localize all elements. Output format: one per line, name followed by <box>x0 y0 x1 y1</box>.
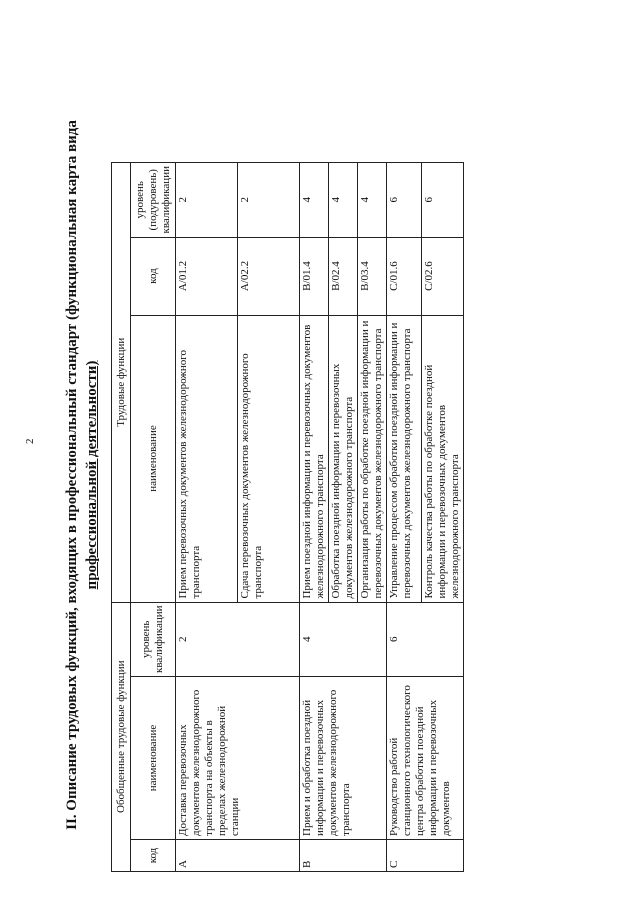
g-name-cell: Доставка перевозочных документов железнодорожного транспорта на объекты в пределах железнодорожной станции <box>176 677 300 840</box>
f-code-cell: A/02.2 <box>238 237 300 315</box>
g-code-cell: C <box>387 840 464 872</box>
f-name-cell: Организация работы по обработке поездной информации и перевозочных документов железнодорожного транспорта <box>358 315 387 602</box>
f-level-cell: 6 <box>422 163 464 237</box>
g-code-cell: B <box>300 840 387 872</box>
g-name-cell: Руководство работой станционного технологического центра обработки поездной информации и перевозочных документов <box>387 677 464 840</box>
g-code-cell: A <box>176 840 300 872</box>
f-name-cell: Обработка поездной информации и перевозочных документов железнодорожного транспорта <box>329 315 358 602</box>
table-row <box>176 163 238 872</box>
f-name-cell: Управление процессом обработки поездной информации и перевозочных документов железнодорожного транспорта <box>387 315 422 602</box>
f-level-cell: 2 <box>238 163 300 237</box>
header-f-name: наименование <box>131 315 176 602</box>
title-line-2: профессиональной деятельности) <box>84 360 100 590</box>
f-name-cell: Контроль качества работы по обработке поездной информации и перевозочных документов железнодорожного транспорта <box>422 315 464 602</box>
page-number: 2 <box>24 438 36 444</box>
header-g-name: наименование <box>131 677 176 840</box>
f-name-cell: Сдача перевозочных документов железнодорожного транспорта <box>238 315 300 602</box>
table-row <box>300 163 329 872</box>
f-code-cell: C/01.6 <box>387 237 422 315</box>
f-level-cell: 4 <box>329 163 358 237</box>
header-g-level: уровень квалификации <box>131 602 176 676</box>
functional-map-table <box>111 162 464 872</box>
section-title <box>62 55 102 895</box>
f-code-cell: B/03.4 <box>358 237 387 315</box>
f-level-cell: 4 <box>358 163 387 237</box>
f-name-cell: Прием поездной информации и перевозочных документов железнодорожного транспорта <box>300 315 329 602</box>
f-name-cell: Прием перевозочных документов железнодорожного транспорта <box>176 315 238 602</box>
header-labor-functions: Трудовые функции <box>112 163 131 602</box>
table-row <box>387 163 422 872</box>
header-f-level: уровень (подуровень) квалификации <box>131 163 176 237</box>
f-code-cell: B/01.4 <box>300 237 329 315</box>
f-code-cell: B/02.4 <box>329 237 358 315</box>
f-code-cell: A/01.2 <box>176 237 238 315</box>
header-generalized-functions: Обобщенные трудовые функции <box>112 602 131 871</box>
f-level-cell: 4 <box>300 163 329 237</box>
g-level-cell: 2 <box>176 602 300 676</box>
f-level-cell: 2 <box>176 163 238 237</box>
f-code-cell: C/02.6 <box>422 237 464 315</box>
f-level-cell: 6 <box>387 163 422 237</box>
header-g-code: код <box>131 840 176 872</box>
g-level-cell: 6 <box>387 602 464 676</box>
rotated-page-content <box>58 55 578 895</box>
g-name-cell: Прием и обработка поездной информации и перевозочных документов железнодорожного транспорта <box>300 677 387 840</box>
g-level-cell: 4 <box>300 602 387 676</box>
title-line-1: II. Описание трудовых функций, входящих в профессиональный стандарт (функциональная карта вида <box>64 120 80 830</box>
header-f-code: код <box>131 237 176 315</box>
